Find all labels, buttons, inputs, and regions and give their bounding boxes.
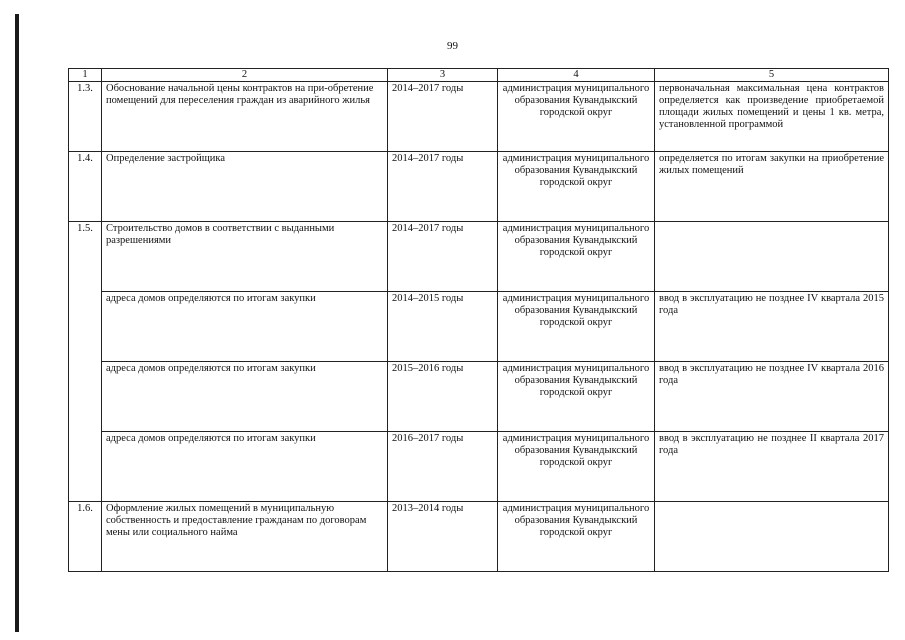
result-cell: первоначальная максимальная цена контрактов определяется как произведение приобретаемой площади жилых помещений и цены 1 кв. метра, установленной программой (655, 82, 889, 152)
binding-bar (15, 14, 19, 632)
table-row (69, 362, 889, 432)
page-number: 99 (447, 40, 458, 52)
table-row (69, 432, 889, 502)
measure-name: Оформление жилых помещений в муниципальную собственность и предоставление гражданам по договорам мены или социального найма (102, 502, 388, 572)
header-cell-2: 2 (102, 69, 388, 82)
executor-cell: администрация муниципального образования Кувандыкский городской округ (498, 432, 655, 502)
executor-cell: администрация муниципального образования Кувандыкский городской округ (498, 222, 655, 292)
header-cell-5: 5 (655, 69, 889, 82)
measure-name: адреса домов определяются по итогам закупки (102, 362, 388, 432)
row-number: 1.3. (69, 82, 102, 152)
result-cell: определяется по итогам закупки на приобретение жилых помещений (655, 152, 889, 222)
executor-cell: администрация муниципального образования Кувандыкский городской округ (498, 152, 655, 222)
period-cell: 2014–2015 годы (388, 292, 498, 362)
executor-cell: администрация муниципального образования Кувандыкский городской округ (498, 82, 655, 152)
period-cell: 2014–2017 годы (388, 222, 498, 292)
table-header-row (69, 69, 889, 82)
header-cell-3: 3 (388, 69, 498, 82)
header-cell-4: 4 (498, 69, 655, 82)
executor-cell: администрация муниципального образования Кувандыкский городской округ (498, 502, 655, 572)
result-cell: ввод в эксплуатацию не позднее II квартала 2017 года (655, 432, 889, 502)
row-number: 1.5. (69, 222, 102, 502)
result-cell (655, 502, 889, 572)
period-cell: 2015–2016 годы (388, 362, 498, 432)
result-cell: ввод в эксплуатацию не позднее IV квартала 2016 года (655, 362, 889, 432)
table-row (69, 502, 889, 572)
measure-name: адреса домов определяются по итогам закупки (102, 292, 388, 362)
table-row (69, 82, 889, 152)
result-cell (655, 222, 889, 292)
measure-name: адреса домов определяются по итогам закупки (102, 432, 388, 502)
measure-name: Строительство домов в соответствии с выданными разрешениями (102, 222, 388, 292)
table-row (69, 152, 889, 222)
row-number: 1.6. (69, 502, 102, 572)
header-cell-1: 1 (69, 69, 102, 82)
result-cell: ввод в эксплуатацию не позднее IV квартала 2015 года (655, 292, 889, 362)
period-cell: 2014–2017 годы (388, 82, 498, 152)
row-number: 1.4. (69, 152, 102, 222)
measures-table (68, 68, 889, 572)
period-cell: 2014–2017 годы (388, 152, 498, 222)
period-cell: 2013–2014 годы (388, 502, 498, 572)
table-row (69, 222, 889, 292)
period-cell: 2016–2017 годы (388, 432, 498, 502)
executor-cell: администрация муниципального образования Кувандыкский городской округ (498, 292, 655, 362)
measure-name: Определение застройщика (102, 152, 388, 222)
table-row (69, 292, 889, 362)
measure-name: Обоснование начальной цены контрактов на при-обретение помещений для переселения граждан из аварийного жилья (102, 82, 388, 152)
executor-cell: администрация муниципального образования Кувандыкский городской округ (498, 362, 655, 432)
